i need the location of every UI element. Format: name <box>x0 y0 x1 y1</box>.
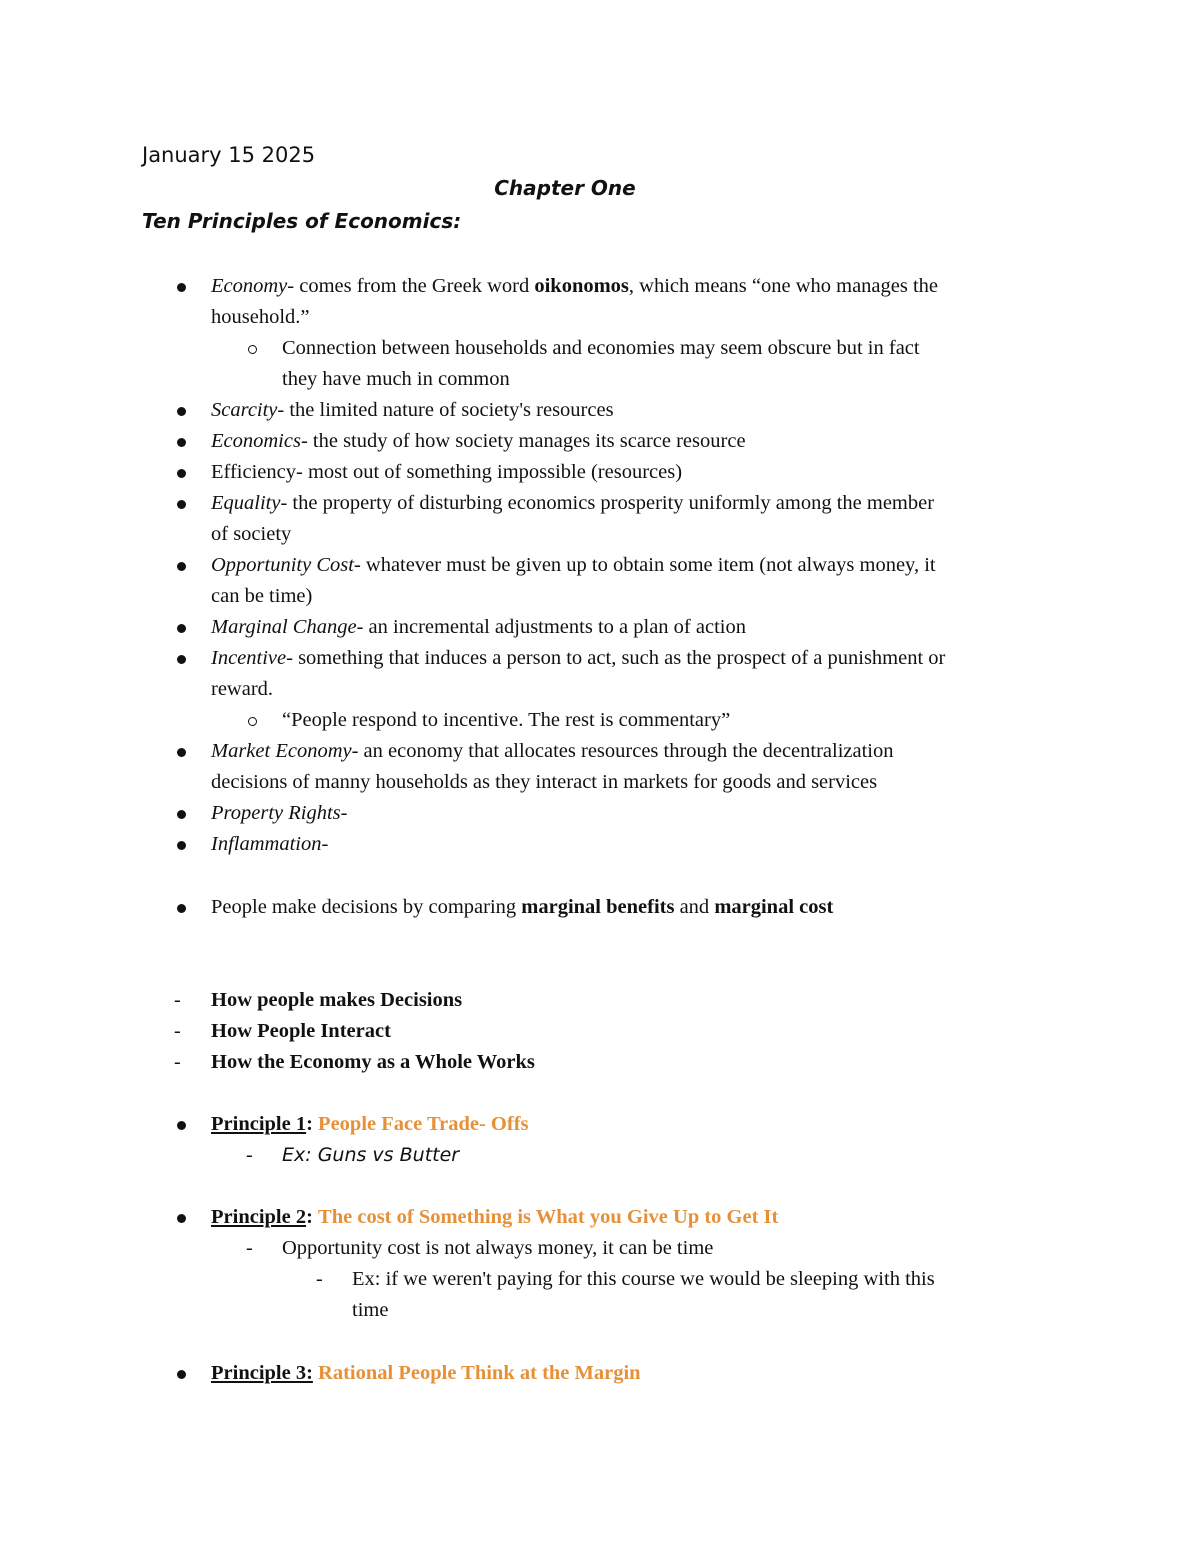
term-economy: Economy <box>211 275 288 297</box>
principle-2-example: Ex: if we weren't paying for this course we would be sleeping with this <box>352 1268 935 1290</box>
definition-market-economy-cont: decisions of manny households as they interact in markets for goods and services <box>211 771 878 793</box>
definition-incentive-cont: reward. <box>211 678 274 700</box>
principle-1-title: People Face Trade- Offs <box>318 1113 529 1135</box>
term-equality: Equality <box>211 492 281 514</box>
term-marginal-benefits: marginal benefits <box>521 896 675 918</box>
term-marginal-cost: marginal cost <box>714 896 834 918</box>
bullet-icon <box>177 1202 186 1233</box>
definition-property-rights <box>211 798 347 829</box>
principle-3-label: Principle 3: <box>211 1362 313 1384</box>
definition-opportunity-cost <box>211 550 936 581</box>
sub-bullet-icon <box>248 705 257 736</box>
definition-market-economy <box>211 736 894 767</box>
dash-icon: - <box>174 1051 181 1073</box>
term-incentive: Incentive <box>211 647 287 669</box>
principle-3 <box>211 1358 641 1389</box>
economy-note-line2: they have much in common <box>282 368 510 390</box>
dash-icon: - <box>316 1268 323 1290</box>
term-market-economy: Market Economy <box>211 740 352 762</box>
principle-1 <box>211 1109 529 1140</box>
definition-text: - an incremental adjustments to a plan of action <box>356 616 746 638</box>
bullet-icon <box>177 798 186 829</box>
definition-efficiency: Efficiency- most out of something impossible (resources) <box>211 461 683 483</box>
bullet-icon <box>177 892 186 923</box>
definition-equality <box>211 488 934 519</box>
term-oikonomos: oikonomos <box>534 275 629 297</box>
bullet-icon <box>177 426 186 457</box>
principle-1-colon: : <box>306 1113 313 1135</box>
bullet-icon <box>177 395 186 426</box>
definition-equality-cont: of society <box>211 523 292 545</box>
bullet-icon <box>177 736 186 767</box>
bullet-icon <box>177 612 186 643</box>
principle-1-label: Principle 1 <box>211 1113 307 1135</box>
dash-icon: - <box>246 1237 253 1259</box>
definition-text: - an economy that allocates resources through the decentralization <box>351 740 894 762</box>
definition-text: - <box>321 833 329 855</box>
definition-economy-cont: household.” <box>211 306 310 328</box>
bullet-icon <box>177 271 186 302</box>
decisions-statement <box>211 892 833 923</box>
definition-text: - the study of how society manages its scarce resource <box>300 430 746 452</box>
definition-text: - something that induces a person to act, such as the prospect of a punishment or <box>286 647 946 669</box>
sub-bullet-icon <box>248 333 257 364</box>
definition-text: - the limited nature of society's resources <box>277 399 614 421</box>
bullet-icon <box>177 1109 186 1140</box>
definition-text: , which means “one who manages the <box>628 275 939 297</box>
definition-opportunity-cost-cont: can be time) <box>211 585 313 607</box>
bullet-icon <box>177 1358 186 1389</box>
definition-inflammation <box>211 829 328 860</box>
principle-2-note: Opportunity cost is not always money, it can be time <box>282 1237 714 1259</box>
definition-incentive <box>211 643 945 674</box>
incentive-quote: “People respond to incentive. The rest is commentary” <box>282 709 731 731</box>
definition-text: - the property of disturbing economics prosperity uniformly among the member <box>280 492 935 514</box>
dash-icon: - <box>174 989 181 1011</box>
principle-3-title: Rational People Think at the Margin <box>318 1362 641 1384</box>
statement-text: People make decisions by comparing <box>211 896 522 918</box>
bullet-icon <box>177 457 186 488</box>
category-item: How People Interact <box>211 1020 391 1042</box>
principle-2-example-cont: time <box>352 1299 389 1321</box>
date-heading: January 15 2025 <box>142 143 316 167</box>
chapter-title: Chapter One <box>494 176 636 200</box>
section-subtitle: Ten Principles of Economics: <box>142 209 462 233</box>
dash-icon: - <box>174 1020 181 1042</box>
term-inflammation: Inflammation <box>211 833 322 855</box>
principle-2 <box>211 1202 778 1233</box>
category-item: How the Economy as a Whole Works <box>211 1051 535 1073</box>
economy-note-line1: Connection between households and economies may seem obscure but in fact <box>282 337 920 359</box>
bullet-icon <box>177 550 186 581</box>
definition-marginal-change <box>211 612 746 643</box>
term-scarcity: Scarcity <box>211 399 278 421</box>
bullet-icon <box>177 488 186 519</box>
term-marginal-change: Marginal Change <box>211 616 357 638</box>
definition-text: - whatever must be given up to obtain some item (not always money, it <box>353 554 936 576</box>
principle-1-example: Ex: Guns vs Butter <box>282 1144 460 1166</box>
bullet-icon <box>177 643 186 674</box>
bullet-icon <box>177 829 186 860</box>
definition-economics <box>211 426 746 457</box>
term-opportunity-cost: Opportunity Cost <box>211 554 354 576</box>
principle-2-colon: : <box>306 1206 313 1228</box>
dash-icon: - <box>246 1144 253 1166</box>
term-economics: Economics <box>211 430 301 452</box>
definition-text: - <box>340 802 348 824</box>
principle-2-title: The cost of Something is What you Give Up to Get It <box>318 1206 779 1228</box>
statement-text: and <box>674 896 715 918</box>
definition-text: - comes from the Greek word <box>287 275 535 297</box>
definition-economy <box>211 271 938 302</box>
definition-scarcity <box>211 395 614 426</box>
term-property-rights: Property Rights <box>211 802 341 824</box>
category-item: How people makes Decisions <box>211 989 463 1011</box>
principle-2-label: Principle 2 <box>211 1206 307 1228</box>
